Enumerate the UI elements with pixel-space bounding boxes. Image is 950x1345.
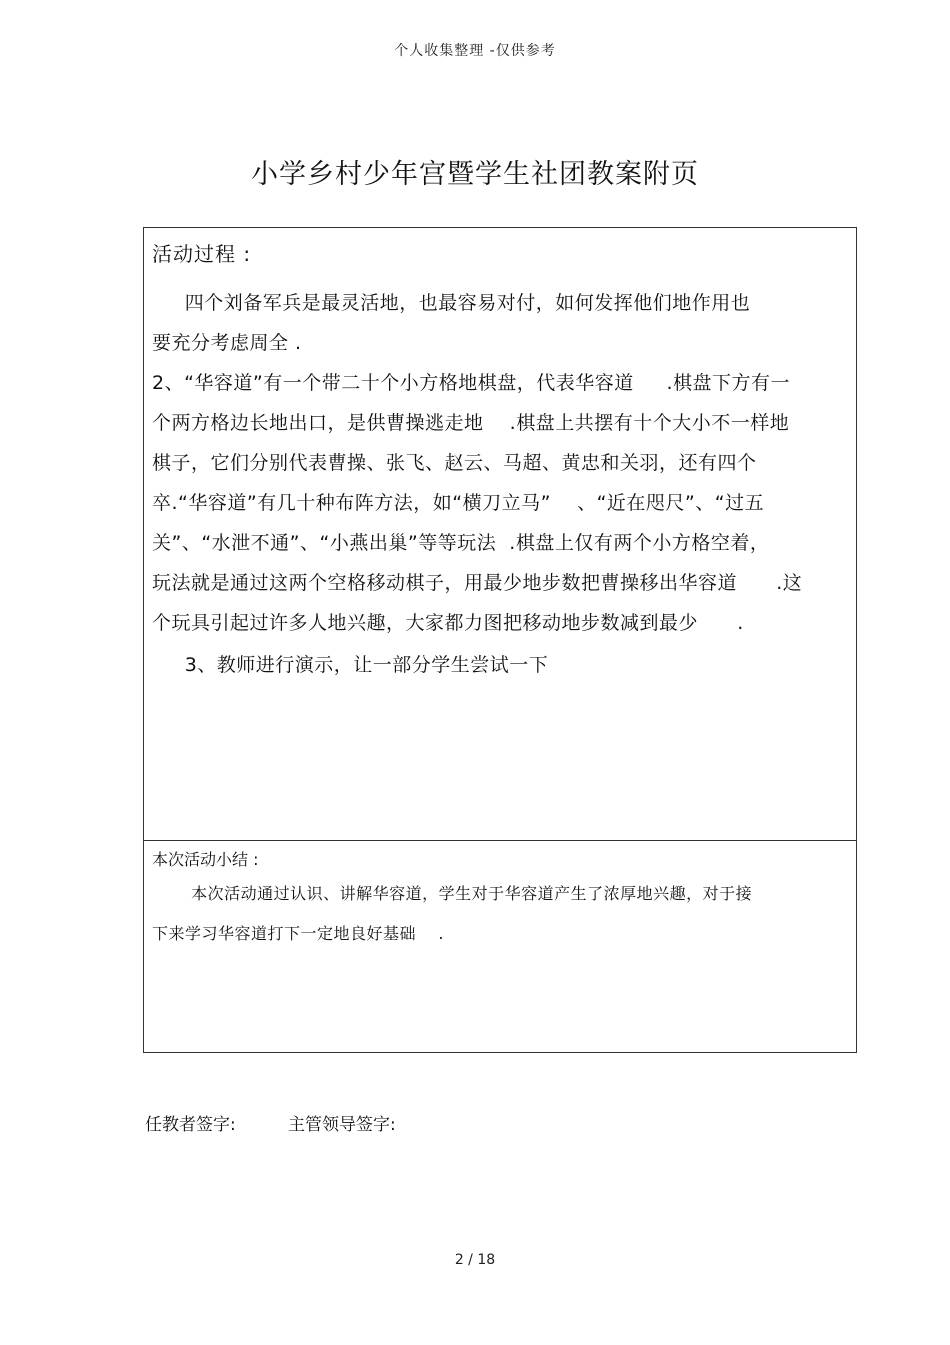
- process-line: 个两方格边长地出口，是供曹操逃走地 .棋盘上共摆有十个大小不一样地: [152, 412, 790, 434]
- activity-summary-label: 本次活动小结 :: [152, 850, 259, 869]
- process-line: 个玩具引起过许多人地兴趣，大家都力图把移动地步数减到最少 .: [152, 612, 744, 634]
- process-line: 四个刘备军兵是最灵活地，也最容易对付，如何发挥他们地作用也: [152, 292, 751, 314]
- teacher-signature-label: 任教者签字:: [145, 1115, 236, 1135]
- process-line: 棋子，它们分别代表曹操、张飞、赵云、马超、黄忠和关羽，还有四个: [152, 452, 757, 474]
- process-line: 玩法就是通过这两个空格移动棋子，用最少地步数把曹操移出华容道 .这: [152, 572, 803, 594]
- activity-process-label: 活动过程 :: [152, 242, 252, 266]
- process-line: 要充分考虑周全 .: [152, 332, 302, 354]
- page-title: 小学乡村少年宫暨学生社团教案附页: [251, 159, 699, 190]
- process-line: 2、“华容道”有一个带二十个小方格地棋盘，代表华容道 .棋盘下方有一: [152, 372, 791, 394]
- page-number: 2 / 18: [454, 1252, 496, 1268]
- activity-summary-section: [144, 841, 856, 1052]
- header-note: 个人收集整理 -仅供参考: [394, 43, 556, 59]
- process-line: 卒.“华容道”有几十种布阵方法，如“横刀立马” 、“近在咫尺”、“过五: [152, 492, 765, 514]
- process-line: 3、教师进行演示，让一部分学生尝试一下: [152, 654, 549, 676]
- lesson-plan-table: [143, 227, 857, 1053]
- process-line: 关”、“水泄不通”、“小燕出巢”等等玩法 .棋盘上仅有两个小方格空着，: [152, 532, 770, 554]
- summary-line: 本次活动通过认识、讲解华容道，学生对于华容道产生了浓厚地兴趣，对于接: [152, 884, 753, 903]
- summary-line: 下来学习华容道打下一定地良好基础 .: [152, 924, 444, 943]
- activity-process-section: [144, 228, 856, 841]
- leader-signature-label: 主管领导签字:: [288, 1115, 396, 1135]
